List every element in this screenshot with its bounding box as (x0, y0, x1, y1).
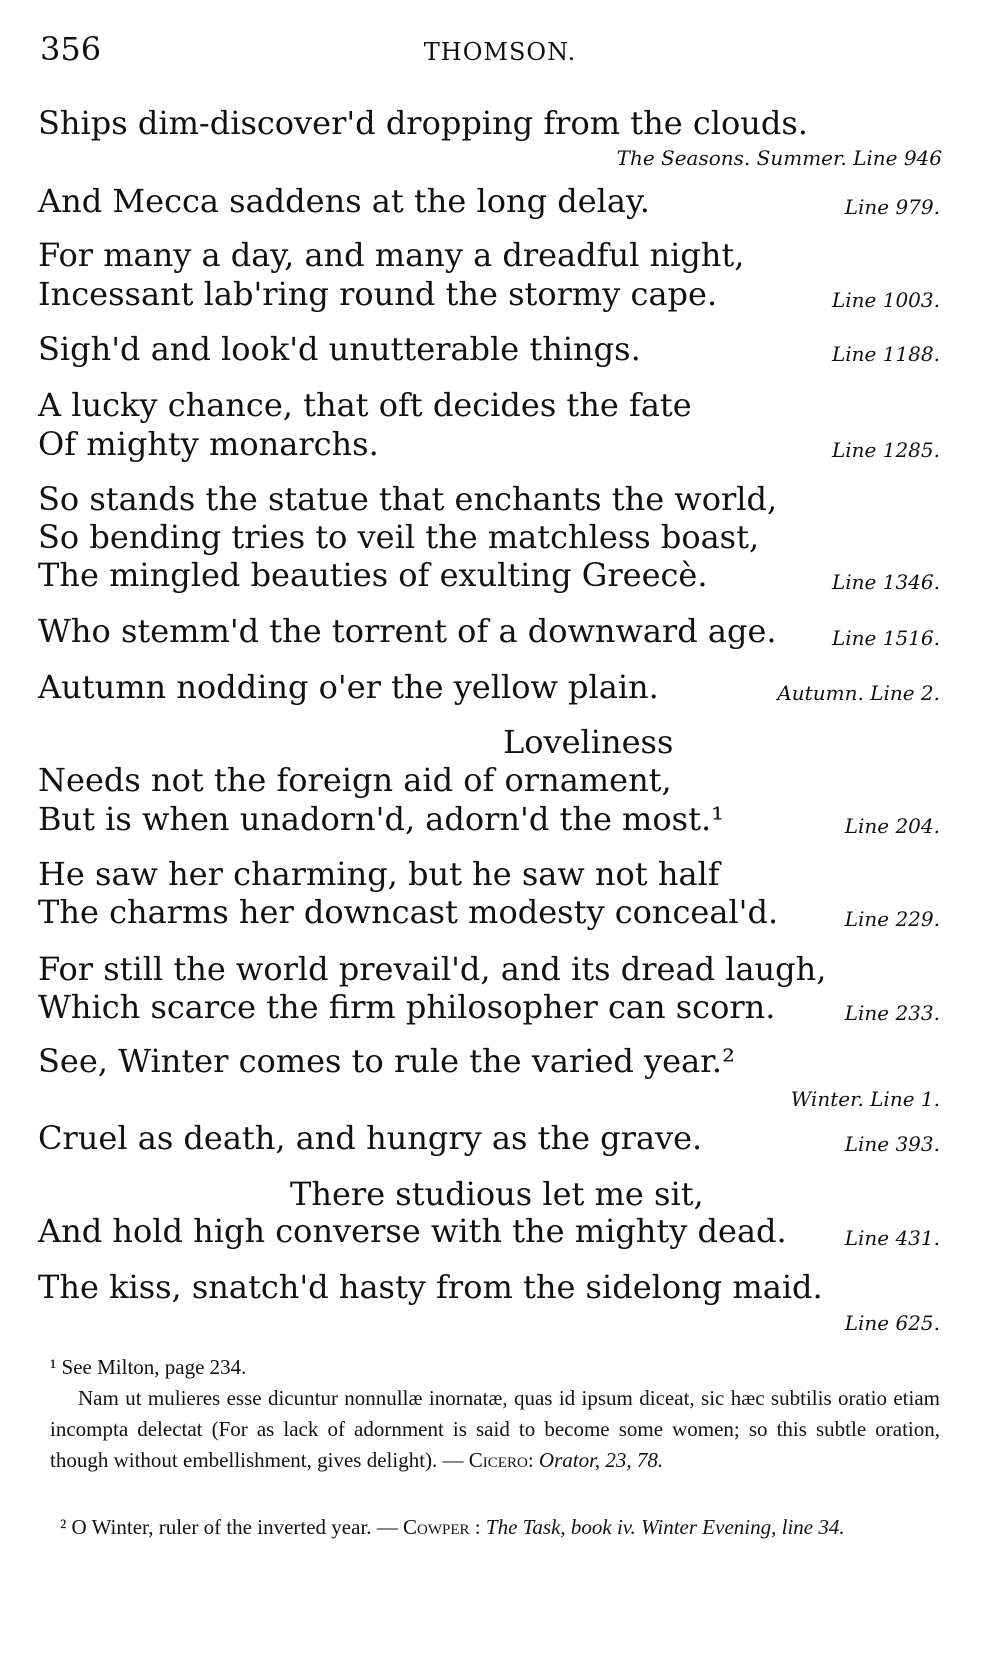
running-title: THOMSON. (423, 38, 577, 66)
page-number: 356 (40, 30, 102, 68)
quote-line: Autumn nodding o'er the yellow plain. (38, 668, 659, 706)
line-reference: Line 1188. (831, 342, 940, 366)
footnote-1-colon: : (527, 1448, 539, 1472)
footnote-2-author: Cowper (403, 1515, 470, 1539)
footnote-1-body (50, 1383, 940, 1476)
footnote-2-work: The Task, book iv. Winter Evening, line 34. (485, 1515, 845, 1539)
quote-line: See, Winter comes to rule the varied year.² (38, 1042, 735, 1080)
footnote-2-text: ² O Winter, ruler of the inverted year. — (60, 1515, 404, 1539)
line-reference: Winter. Line 1. (790, 1087, 940, 1111)
quote-line: Sigh'd and look'd unutterable things. (38, 330, 641, 368)
quote-line: For many a day, and many a dreadful night, (38, 236, 745, 274)
quote-line: Loveliness (503, 723, 674, 761)
line-reference: Line 229. (844, 907, 940, 931)
line-reference: Line 1516. (831, 626, 940, 650)
line-reference: Autumn. Line 2. (777, 681, 940, 705)
quote-line: There studious let me sit, (290, 1175, 704, 1213)
line-reference: Line 1346. (831, 570, 940, 594)
footnote-2 (50, 1512, 940, 1543)
quote-line: And hold high converse with the mighty dead. (38, 1212, 787, 1250)
quote-line: Cruel as death, and hungry as the grave. (38, 1119, 703, 1157)
quote-line: For still the world prevail'd, and its dread laugh, (38, 950, 827, 988)
quote-line: Who stemm'd the torrent of a downward age. (38, 612, 777, 650)
line-reference: Line 204. (844, 814, 940, 838)
line-reference: Line 979. (844, 195, 940, 219)
footnote-2-colon: : (469, 1515, 486, 1539)
quote-line: But is when unadorn'd, adorn'd the most.¹ (38, 800, 724, 838)
quote-line: The kiss, snatch'd hasty from the sidelong maid. (38, 1268, 823, 1306)
line-reference: Line 233. (844, 1001, 940, 1025)
footnote-1 (50, 1352, 940, 1476)
quote-line: Which scarce the firm philosopher can scorn. (38, 988, 776, 1026)
line-reference: Line 431. (844, 1226, 940, 1250)
footnote-1-ref: ¹ See Milton, page 234. (50, 1355, 247, 1379)
quote-line: Needs not the foreign aid of ornament, (38, 761, 672, 799)
quote-line: The charms her downcast modesty conceal'd. (38, 893, 779, 931)
line-reference: Line 393. (844, 1132, 940, 1156)
quote-line: He saw her charming, but he saw not half (38, 855, 720, 893)
line-reference: Line 625. (844, 1311, 940, 1335)
footnote-1-author: Cicero (468, 1448, 528, 1472)
quote-line: The mingled beauties of exulting Greecè. (38, 556, 708, 594)
quote-line: Incessant lab'ring round the stormy cape. (38, 275, 718, 313)
quote-line: So bending tries to veil the matchless boast, (38, 518, 760, 556)
footnote-1-work: Orator, 23, 78. (538, 1448, 664, 1472)
quote-line: Ships dim-discover'd dropping from the clouds. (38, 104, 808, 142)
quote-line: So stands the statue that enchants the world, (38, 480, 778, 518)
line-reference: The Seasons. Summer. Line 946 (616, 146, 942, 170)
line-reference: Line 1003. (831, 288, 940, 312)
quote-line: A lucky chance, that oft decides the fate (38, 386, 692, 424)
quote-line: And Mecca saddens at the long delay. (38, 182, 650, 220)
quote-line: Of mighty monarchs. (38, 425, 379, 463)
line-reference: Line 1285. (831, 438, 940, 462)
footnote-1-text: Nam ut mulieres esse dicuntur nonnullæ inornatæ, quas id ipsum diceat, sic hæc subtilis oratio etiam incompta delectat (For as lack of adornment is said to become some women; so this subtle oration, though without embellishment, gives delight). — (50, 1386, 940, 1472)
